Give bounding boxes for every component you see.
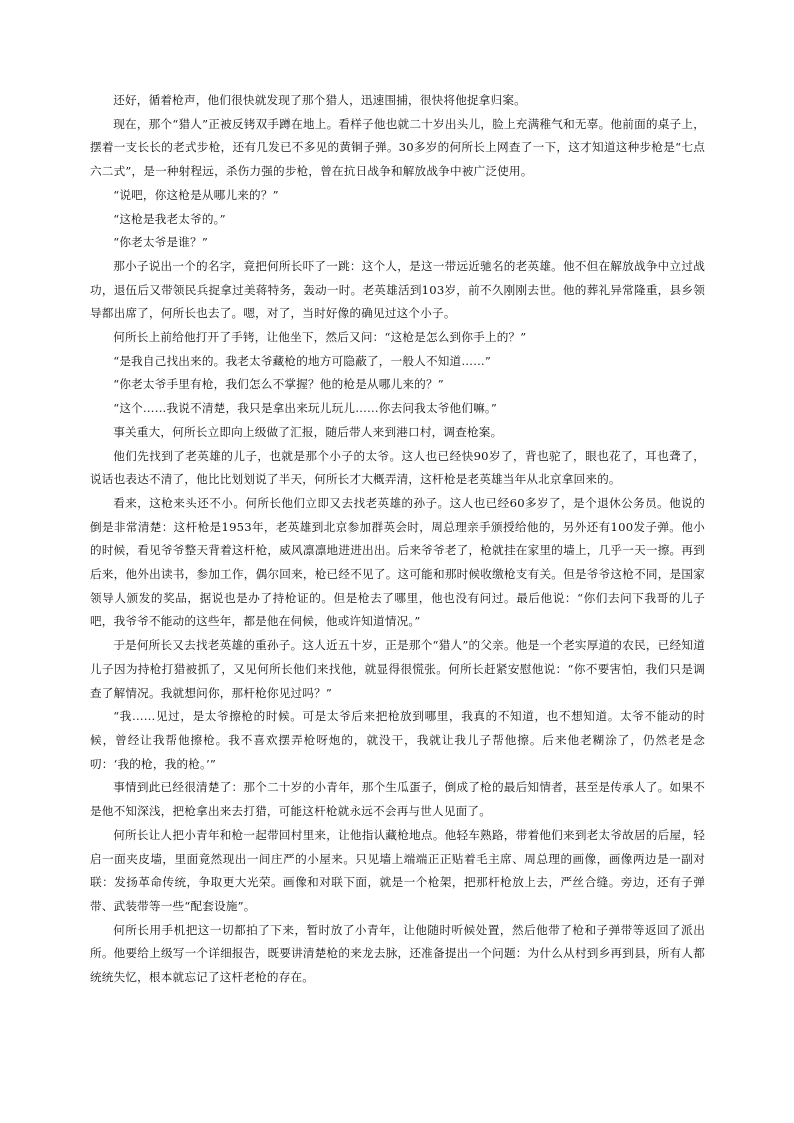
paragraph-15: “我……见过，是太爷擦枪的时候。可是太爷后来把枪放到哪里，我真的不知道，也不想知道。太爷不能动的时候，曾经让我帮他擦枪。我不喜欢摆弄枪呀炮的，就没干，我就让我儿子帮他擦。后来他老糊涂了，仍然老是念叨：‘我的枪，我的枪。’” — [90, 709, 705, 771]
paragraph-8: “是我自己找出来的。我老太爷藏枪的地方可隐蔽了，一般人不知道……” — [113, 353, 492, 368]
paragraph-1: 还好，循着枪声，他们很快就发现了那个猎人，迅速围捕，很快将他捉拿归案。 — [113, 93, 526, 107]
paragraph-7: 何所长上前给他打开了手铐，让他坐下，然后又问：“这枪是怎么到你手上的？” — [113, 330, 527, 345]
paragraph-11: 事关重大，何所长立即向上级做了汇报，随后带人来到港口村，调查枪案。 — [113, 424, 503, 439]
paragraph-12: 他们先找到了老英雄的儿子，也就是那个小子的太爷。这人也已经快90岁了，背也驼了，眼也花了，耳也聋了，说话也表达不清了，他比比划划说了半天，何所长才大概弄清，这杆枪是老英雄当年从北京拿回来的。 — [90, 448, 705, 487]
story-text — [90, 89, 705, 990]
paragraph-17: 何所长让人把小青年和枪一起带回村里来，让他指认藏枪地点。他轻车熟路，带着他们来到老太爷故居的后屋，轻启一面夹皮墙，里面竟然现出一间庄严的小屋来。只见墙上端端正正贴着毛主席、周总理的画像，画像两边是一副对联：发扬革命传统，争取更大光荣。画像和对联下面，就是一个枪架，把那杆枪放上去，严丝合缝。旁边，还有子弹带、武装带等一些“配套设施”。 — [90, 827, 705, 913]
paragraph-14: 于是何所长又去找老英雄的重孙子。这人近五十岁，正是那个“猎人”的父亲。他是一个老实厚道的农民，已经知道儿子因为持枪打猎被抓了，又见何所长他们来找他，就显得很慌张。何所长赶紧安慰他说：“你不要害怕，我们只是调查了解情况。我就想问你，那杆枪你见过吗？” — [90, 638, 705, 700]
paragraph-2: 现在，那个“猎人”正被反铐双手蹲在地上。看样子他也就二十岁出头儿，脸上充满稚气和无辜。他前面的桌子上，摆着一支长长的老式步枪，还有几发已不多见的黄铜子弹。30多岁的何所长上网查了一下，这才知道这种步枪是“七点六二式”，是一种射程远，杀伤力强的步枪，曾在抗日战争和解放战争中被广泛使用。 — [90, 116, 705, 179]
paragraph-6: 那小子说出一个的名字，竟把何所长吓了一跳：这个人，是这一带远近驰名的老英雄。他不但在解放战争中立过战功，退伍后又带领民兵捉拿过美蒋特务，轰动一时。老英雄活到103岁，前不久刚刚去世。他的葬礼异常隆重，县乡领导都出席了，何所长也去了。嗯，对了，当时好像的确见过这个小子。 — [90, 258, 705, 321]
paragraph-5: “你老太爷是谁？” — [113, 235, 208, 250]
paragraph-16: 事情到此已经很清楚了：那个二十岁的小青年，那个生瓜蛋子，倒成了枪的最后知情者，甚至是传承人了。如果不是他不知深浅，把枪拿出来去打猎，可能这杆枪就永远不会再与世人见面了。 — [90, 780, 705, 819]
paragraph-10: “这个……我说不清楚，我只是拿出来玩儿玩儿……你去问我太爷他们嘛。” — [113, 401, 498, 416]
paragraph-3: “说吧，你这枪是从哪儿来的？” — [113, 187, 279, 202]
paragraph-9: “你老太爷手里有枪，我们怎么不掌握？他的枪是从哪儿来的？” — [113, 377, 444, 392]
paragraph-18: 何所长用手机把这一切都拍了下来，暂时放了小青年，让他随时听候处置，然后他带了枪和子弹带等返回了派出所。他要给上级写一个详细报告，既要讲清楚枪的来龙去脉，还准备提出一个问题：为什么从村到乡再到县，所有人都统统失忆，根本就忘记了这杆老枪的存在。 — [90, 922, 705, 985]
paragraph-4: “这枪是我老太爷的。” — [113, 211, 226, 226]
paragraph-13: 看来，这枪来头还不小。何所长他们立即又去找老英雄的孙子。这人也已经60多岁了，是个退休公务员。他说的倒是非常清楚：这杆枪是1953年，老英雄到北京参加群英会时，周总理亲手颁授给他的，另外还有100发子弹。他小的时候，看见爷爷整天背着这杆枪，威风凛凛地进进出出。后来爷爷老了，枪就挂在家里的墙上，几乎一天一擦。再到后来，他外出读书，参加工作，偶尔回来，枪已经不见了。这可能和那时候收缴枪支有关。但是爷爷这枪不同，是国家领导人颁发的奖品，据说也是办了持枪证的。但是枪去了哪里，他也没有问过。最后他说：“你们去问下我哥的儿子吧，我爷爷不能动的这些年，都是他在伺候，他或许知道情况。” — [90, 495, 705, 629]
